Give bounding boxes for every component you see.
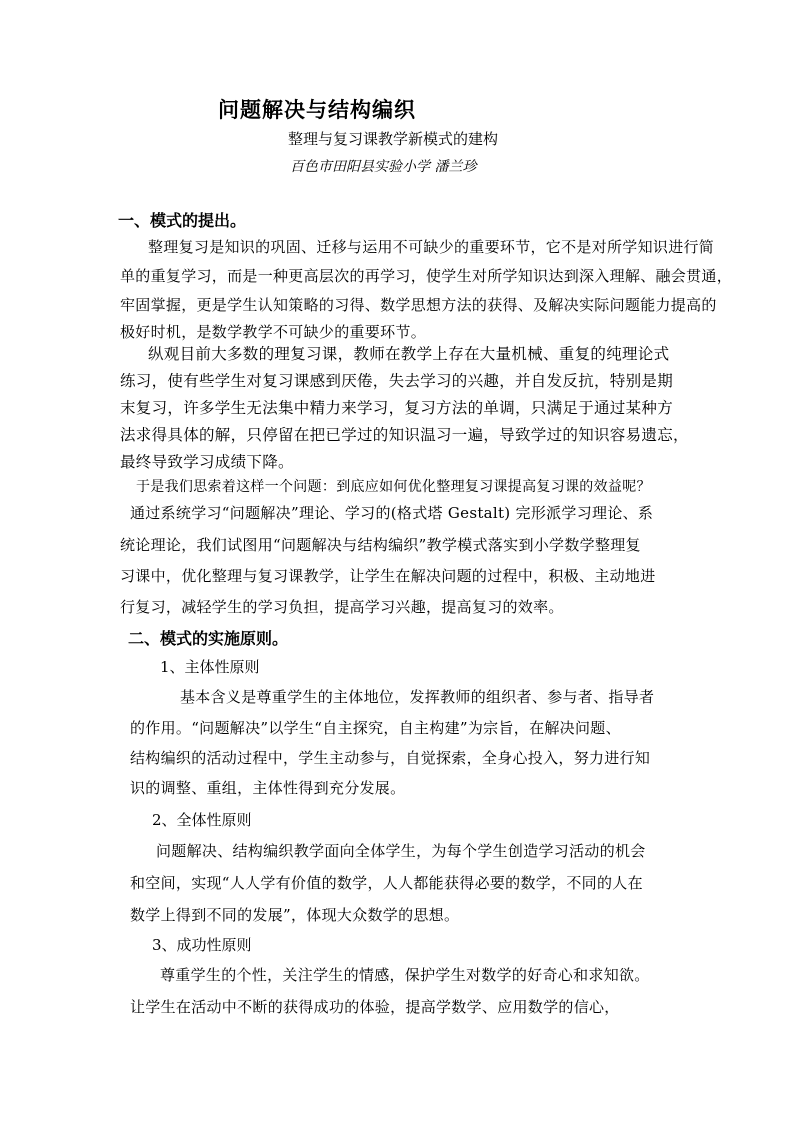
paragraph-line: 单的重复学习，而是一种更高层次的再学习，使学生对所学知识达到深入理解、融会贯通， <box>120 267 733 285</box>
paragraph-line: 通过系统学习“问题解决”理论、学习的(格式塔 Gestalt) 完形派学习理论、系 <box>130 504 654 522</box>
subsection-heading: 2、全体性原则 <box>152 811 252 829</box>
paragraph-line: 极好时机，是数学教学不可缺少的重要环节。 <box>120 323 427 341</box>
subsection-heading: 1、主体性原则 <box>160 658 260 676</box>
paragraph-line: 结构编织的活动过程中，学生主动参与，自觉探索，全身心投入，努力进行知 <box>130 749 651 767</box>
paragraph-line: 和空间，实现“人人学有价值的数学，人人都能获得必要的数学，不同的人在 <box>130 874 643 892</box>
document-title: 问题解决与结构编织 <box>218 97 416 122</box>
author-line: 百色市田阳县实验小学 潘兰珍 <box>290 159 477 175</box>
paragraph-line: 纵观目前大多数的理复习课，教师在教学上存在大量机械、重复的纯理论式 <box>148 345 670 363</box>
section-2-heading: 二、模式的实施原则。 <box>128 629 289 648</box>
paragraph-line: 整理复习是知识的巩固、迁移与运用不可缺少的重要环节，它不是对所学知识进行简 <box>148 238 715 256</box>
subsection-heading: 3、成功性原则 <box>152 936 252 954</box>
section-1-heading: 一、模式的提出。 <box>118 211 247 230</box>
paragraph-line: 习课中，优化整理与复习课教学，让学生在解决问题的过程中，积极、主动地进 <box>120 567 656 585</box>
paragraph-line: 行复习，减轻学生的学习负担，提高学习兴趣，提高复习的效率。 <box>120 598 564 616</box>
paragraph-line: 让学生在活动中不断的获得成功的体验，提高学数学、应用数学的信心， <box>130 998 620 1016</box>
paragraph-line: 尊重学生的个性，关注学生的情感，保护学生对数学的好奇心和求知欲。 <box>160 966 650 984</box>
paragraph-line: 数学上得到不同的发展”，体现大众数学的思想。 <box>130 906 460 924</box>
paragraph-line: 统论理论，我们试图用“问题解决与结构编织”教学模式落实到小学数学整理复 <box>120 536 641 554</box>
paragraph-line: 的作用。“问题解决”以学生“自主探究，自主构建”为宗旨，在解决问题、 <box>130 719 621 737</box>
paragraph-line: 基本含义是尊重学生的主体地位，发挥教师的组织者、参与者、指导者 <box>180 688 655 706</box>
paragraph-line: 于是我们思索着这样一个问题：到底应如何优化整理复习课提高复习课的效益呢？ <box>136 479 651 495</box>
paragraph-line: 最终导致学习成绩下降。 <box>120 453 294 471</box>
paragraph-line: 法求得具体的解，只停留在把已学过的知识温习一遍，导致学过的知识容易遗忘， <box>120 426 689 444</box>
paragraph-line: 问题解决、结构编织教学面向全体学生，为每个学生创造学习活动的机会 <box>156 842 646 860</box>
document-subtitle: 整理与复习课教学新模式的建构 <box>288 130 499 148</box>
paragraph-line: 末复习，许多学生无法集中精力来学习，复习方法的单调，只满足于通过某种方 <box>120 399 674 417</box>
paragraph-line: 识的调整、重组，主体性得到充分发展。 <box>130 779 406 797</box>
paragraph-line: 牢固掌握，更是学生认知策略的习得、数学思想方法的获得、及解决实际问题能力提高的 <box>120 296 717 314</box>
paragraph-line: 练习，使有些学生对复习课感到厌倦，失去学习的兴趣，并自发反抗，特别是期 <box>120 372 674 390</box>
